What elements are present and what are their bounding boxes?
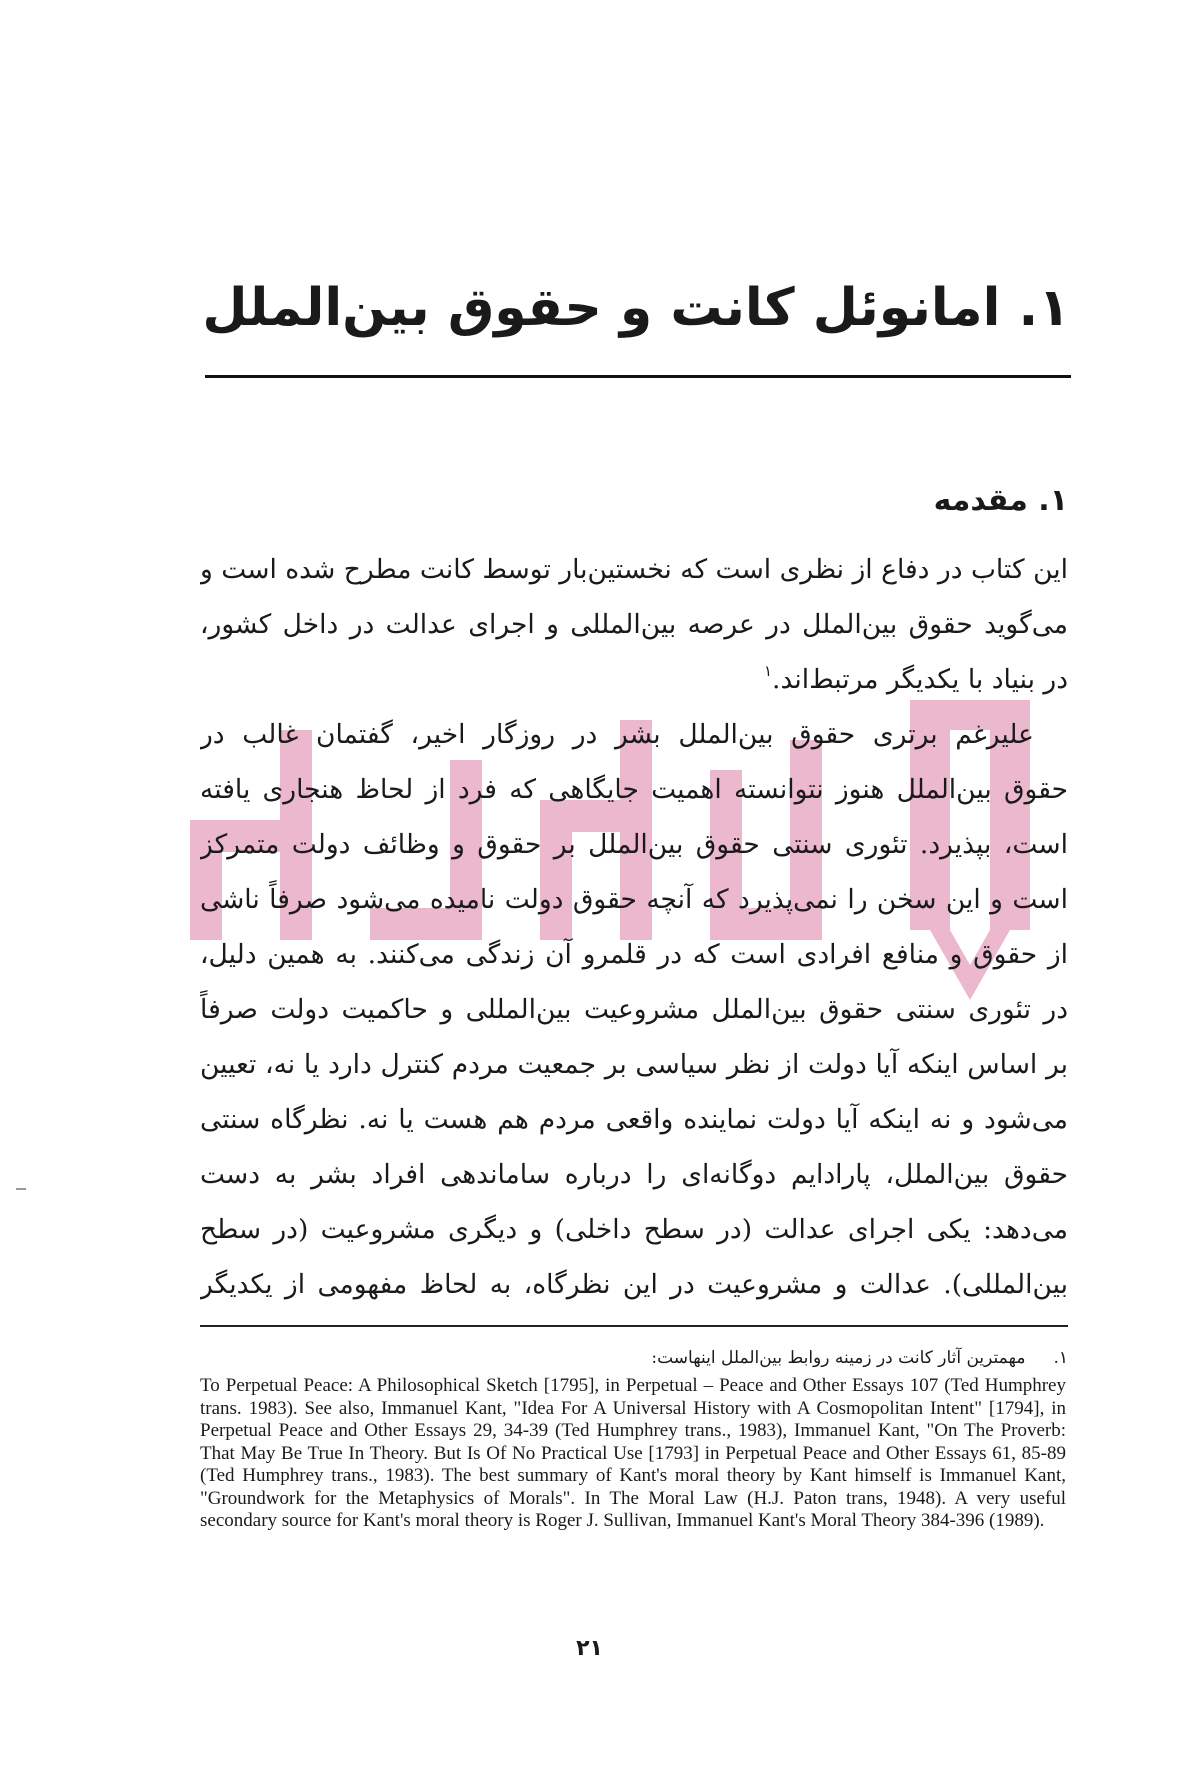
page-number: ۲۱ [576,1636,603,1661]
footnote-number: ۱. [1053,1348,1068,1368]
body-line: بین‌المللی). عدالت و مشروعیت در این نظرگاه، به لحاظ مفهومی از یکدیگر [200,1269,1068,1300]
body-line: این کتاب در دفاع از نظری است که نخستین‌بار توسط کانت مطرح شده است و [200,554,1068,585]
body-line: است و این سخن را نمی‌پذیرد که آنچه حقوق دولت نامیده می‌شود صرفاً ناشی [200,884,1068,915]
footnote-separator [200,1325,1068,1327]
body-line: علیرغم برتری حقوق بین‌الملل بشر در روزگار اخیر، گفتمان غالب در [200,719,1034,750]
body-line: بر اساس اینکه آیا دولت از نظر سیاسی بر جمعیت مردم کنترل دارد یا نه، تعیین [200,1049,1068,1080]
body-line: حقوق بین‌الملل، پارادایم دوگانه‌ای را درباره ساماندهی افراد بشر به دست [200,1159,1068,1190]
body-line-text: در بنیاد با یکدیگر مرتبط‌اند. [772,664,1068,695]
footnote-reference[interactable]: ۱ [763,662,773,680]
body-line: می‌گوید حقوق بین‌الملل در عرصه بین‌المللی و اجرای عدالت در داخل کشور، [200,609,1068,640]
section-heading: ۱. مقدمه [933,483,1068,518]
body-line: است، بپذیرد. تئوری سنتی حقوق بین‌الملل بر حقوق و وظائف دولت متمرکز [200,829,1068,860]
body-line: از حقوق و منافع افرادی است که در قلمرو آن زندگی می‌کنند. به همین دلیل، [200,939,1068,970]
chapter-title-rule [205,375,1071,378]
footnote-text: To Perpetual Peace: A Philosophical Sketch [1795], in Perpetual – Peace and Other Essays 107 (Ted Humphrey trans. 1983). See also, Immanuel Kant, "Idea For A Universal History with A Cosmopolitan Intent" [1794], in Perpetual Peace and Other Essays 29, 34-39 (Ted Humphrey trans., 1983), Immanuel Kant, "On The Proverb: That May Be True In Theory. But Is Of No Practical Use [1793] in Perpetual Peace and Other Essays 61, 85-89 (Ted Humphrey trans., 1983). The best summary of Kant's moral theory by Kant himself is Immanuel Kant, "Groundwork for the Metaphysics of Morals". In The Moral Law (H.J. Paton trans, 1948). A very useful secondary source for Kant's moral theory is Roger J. Sullivan, Immanuel Kant's Moral Theory 384-396 (1989). [200,1375,1066,1531]
margin-scan-mark [16,1188,26,1190]
body-text [200,542,1068,1312]
body-line-with-footnote [200,652,1068,707]
chapter-title: ۱. امانوئل کانت و حقوق بین‌الملل [202,278,1070,338]
body-line: در تئوری سنتی حقوق بین‌الملل مشروعیت بین‌المللی و حاکمیت دولت صرفاً [200,994,1068,1025]
footnote-intro [200,1344,1068,1372]
body-line: حقوق بین‌الملل هنوز نتوانسته اهمیت جایگاهی که فرد از لحاظ هنجاری یافته [200,774,1068,805]
footnote-intro-text: مهمترین آثار کانت در زمینه روابط بین‌الملل اینهاست: [651,1348,1026,1368]
body-line: می‌شود و نه اینکه آیا دولت نماینده واقعی مردم هم هست یا نه. نظرگاه سنتی [200,1104,1068,1135]
body-line: می‌دهد: یکی اجرای عدالت (در سطح داخلی) و دیگری مشروعیت (در سطح [200,1214,1068,1245]
